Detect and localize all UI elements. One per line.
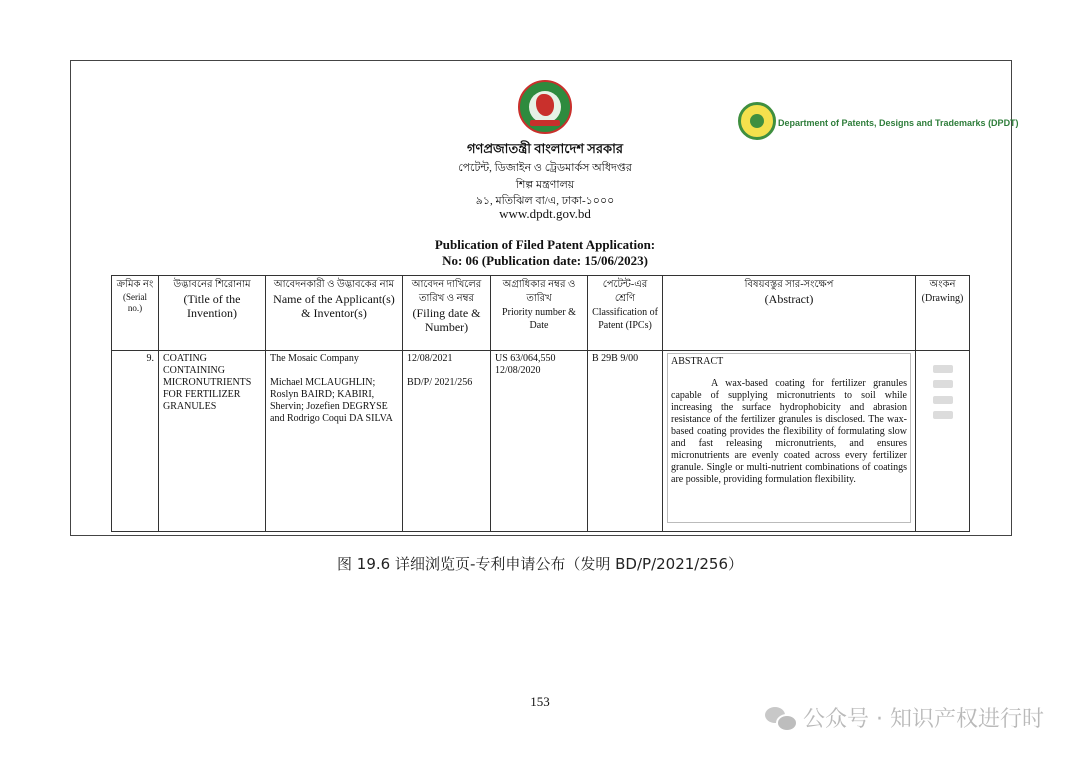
watermark <box>765 702 1044 733</box>
drawing-cell <box>916 351 970 532</box>
applicant-name: The Mosaic Company <box>270 353 359 364</box>
column-header-filing: আবেদন দাখিলের তারিখ ও নম্বর (Filing date & Number) <box>403 276 491 351</box>
column-header-abstract: বিষয়বস্তুর সার-সংক্ষেপ (Abstract) <box>663 276 916 351</box>
priority-date: 12/08/2020 <box>495 365 541 376</box>
table-header-row <box>112 276 970 351</box>
title-cell: COATING CONTAINING MICRONUTRIENTS FOR FERTILIZER GRANULES <box>159 351 266 532</box>
page-number: 153 <box>530 694 550 709</box>
serial-cell: 9. <box>112 351 159 532</box>
column-header-title: উদ্ভাবনের শিরোনাম (Title of the Invention) <box>159 276 266 351</box>
publication-title: Publication of Filed Patent Application: <box>434 237 656 252</box>
classification-cell: B 29B 9/00 <box>588 351 663 532</box>
dpdt-logo-icon <box>738 102 776 140</box>
column-header-applicant: আবেদনকারী ও উদ্ভাবকের নাম Name of the Applicant(s) & Inventor(s) <box>266 276 403 351</box>
government-title: গণপ্রজাতন্ত্রী বাংলাদেশ সরকার <box>466 141 624 156</box>
inventor-names: Michael MCLAUGHLIN; Roslyn BAIRD; KABIRI, Shervin; Jozefien DEGRYSE and Rodrigo Coqui DA SILVA <box>270 377 393 424</box>
priority-cell <box>491 351 588 532</box>
department-name: পেটেন্ট, ডিজাইন ও ট্রেডমার্কস অধিদপ্তর <box>458 162 632 174</box>
abstract-heading: ABSTRACT <box>671 356 724 367</box>
table-row <box>112 351 970 532</box>
abstract-cell <box>663 351 916 532</box>
government-emblem-icon <box>518 80 572 134</box>
patent-table <box>111 275 970 532</box>
filing-cell <box>403 351 491 532</box>
filing-date: 12/08/2021 <box>407 353 453 364</box>
priority-number: US 63/064,550 <box>495 353 556 364</box>
applicant-cell <box>266 351 403 532</box>
column-header-drawing: অংকন (Drawing) <box>916 276 970 351</box>
filing-number: BD/P/ 2021/256 <box>407 377 473 388</box>
abstract-text: A wax-based coating for fertilizer granules capable of supplying micronutrients to soil while increasing the surface hydrophobicity and abrasion resistance of the fertilizer granules is disclosed. The wax-based coating provides the flexibility of formulating slow and fast releasing micronutrients, and ensures micronutrients are evenly coated across every fertilizer granule. Single or multi-nutrient combinations of coatings are possible, providing formulation flexibility. <box>671 378 907 485</box>
website-link[interactable]: www.dpdt.gov.bd <box>499 206 591 221</box>
figure-caption: 图 19.6 详细浏览页-专利申请公布（发明 BD/P/2021/256） <box>337 555 743 573</box>
watermark-text: 公众号 · 知识产权进行时 <box>803 707 1044 732</box>
publication-number: No: 06 (Publication date: 15/06/2023) <box>442 253 648 268</box>
dpdt-logo-text: Department of Patents, Designs and Trademarks (DPDT) <box>778 118 1019 128</box>
column-header-classification: পেটেন্ট-এর শ্রেণি Classification of Patent (IPCs) <box>588 276 663 351</box>
drawing-thumbnail[interactable] <box>933 365 953 419</box>
ministry-name: শিল্প মন্ত্রণালয় <box>515 179 575 191</box>
column-header-serial: ক্রমিক নং (Serial no.) <box>112 276 159 351</box>
column-header-priority: অগ্রাধিকার নম্বর ও তারিখ Priority number & Date <box>491 276 588 351</box>
address: ৯১, মতিঝিল বা/এ, ঢাকা-১০০০ <box>475 195 615 207</box>
wechat-icon <box>765 705 795 731</box>
